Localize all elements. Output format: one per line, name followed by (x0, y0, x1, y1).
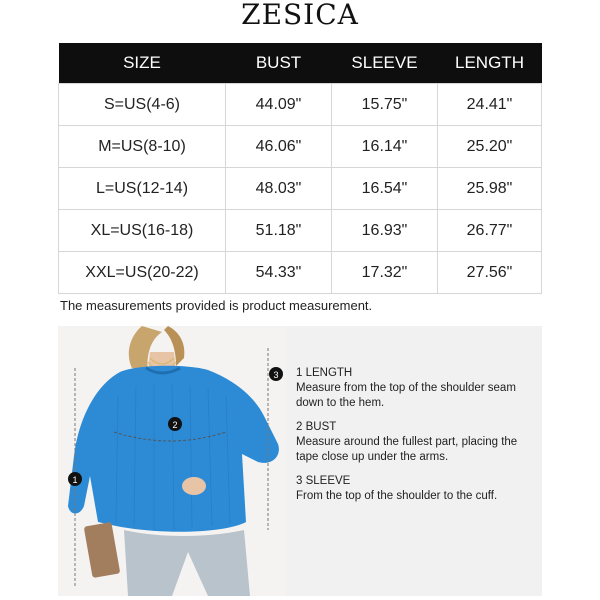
cell-sleeve: 16.14" (332, 126, 438, 168)
definition-title: 3 SLEEVE (296, 475, 351, 487)
cell-bust: 54.33" (226, 252, 332, 294)
cell-sleeve: 15.75" (332, 84, 438, 126)
table-header-row (59, 43, 542, 84)
cell-length: 26.77" (438, 210, 542, 252)
table-row (59, 210, 542, 252)
measurement-note: The measurements provided is product measurement. (60, 298, 373, 313)
length-marker-label: 1 (72, 475, 78, 485)
header-size: SIZE (59, 43, 226, 84)
header-bust: BUST (226, 43, 332, 84)
brand-logo: ZESICA (241, 0, 359, 31)
definition-title: 1 LENGTH (296, 367, 353, 379)
cell-size: M=US(8-10) (59, 126, 226, 168)
size-chart-table (58, 43, 542, 294)
product-photo (58, 326, 286, 596)
table-row (59, 252, 542, 294)
cell-sleeve: 16.54" (332, 168, 438, 210)
clutch-bag (84, 522, 121, 578)
cell-length: 24.41" (438, 84, 542, 126)
cell-size: L=US(12-14) (59, 168, 226, 210)
cell-bust: 51.18" (226, 210, 332, 252)
sleeve-marker-label: 3 (273, 370, 279, 380)
header-sleeve: SLEEVE (332, 43, 438, 84)
definition-description: Measure from the top of the shoulder seam down to the hem. (296, 382, 516, 409)
bust-marker-label: 2 (172, 420, 178, 430)
definition-length (296, 366, 531, 411)
cell-length: 25.20" (438, 126, 542, 168)
table-row (59, 126, 542, 168)
header-length: LENGTH (438, 43, 542, 84)
definition-description: From the top of the shoulder to the cuff. (296, 490, 498, 502)
cell-sleeve: 16.93" (332, 210, 438, 252)
measurement-guide-panel (286, 326, 542, 596)
definition-title: 2 BUST (296, 421, 337, 433)
table-row (59, 84, 542, 126)
hand-skin (182, 477, 206, 495)
cell-length: 27.56" (438, 252, 542, 294)
jeans-shape (124, 530, 250, 596)
definition-sleeve (296, 474, 531, 504)
cell-size: S=US(4-6) (59, 84, 226, 126)
definition-bust (296, 420, 531, 465)
cell-size: XL=US(16-18) (59, 210, 226, 252)
cell-sleeve: 17.32" (332, 252, 438, 294)
cell-bust: 48.03" (226, 168, 332, 210)
cell-length: 25.98" (438, 168, 542, 210)
cell-bust: 46.06" (226, 126, 332, 168)
table-row (59, 168, 542, 210)
cell-size: XXL=US(20-22) (59, 252, 226, 294)
sweater-illustration (58, 326, 286, 596)
definition-description: Measure around the fullest part, placing the tape close up under the arms. (296, 436, 518, 463)
cell-bust: 44.09" (226, 84, 332, 126)
